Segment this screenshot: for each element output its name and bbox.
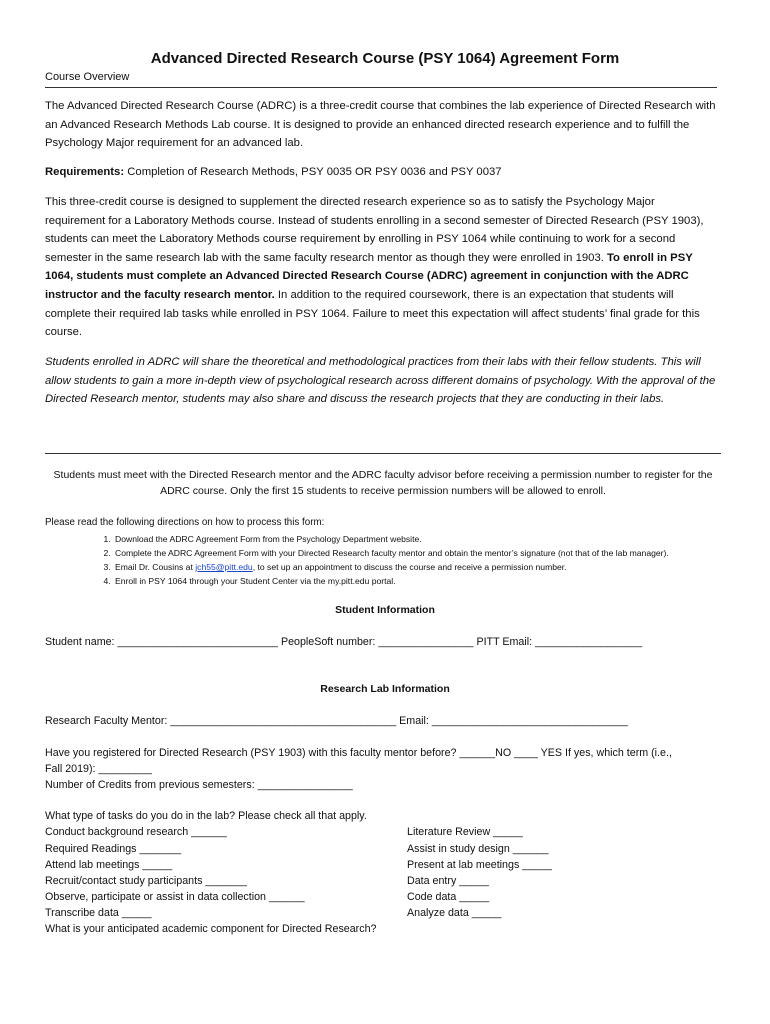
mentor-fields-line[interactable]: Research Faculty Mentor: ______________________________________ Email: _________________________________ bbox=[45, 715, 628, 727]
task-item[interactable]: Assist in study design ______ bbox=[407, 843, 549, 855]
details-text-2: In addition to the required coursework, there is an expectation that students will complete their required lab tasks while enrolled in PSY 1064. Failure to meet this expectation will affect students’ final grade for this course. bbox=[45, 288, 700, 339]
step-text: Email Dr. Cousins at bbox=[115, 562, 196, 572]
course-overview-label: Course Overview bbox=[45, 71, 130, 83]
directions-intro: Please read the following directions on how to process this form: bbox=[45, 517, 325, 528]
email-link[interactable]: jch55@pitt.edu bbox=[195, 562, 253, 572]
details-text-1: This three-credit course is designed to supplement the directed research experience so as to satisfy the Psychology Major requirement for a Laboratory Methods course. Instead of students enrolling in a second semester of Directed Research (PSY 1903), students can meet the Laboratory Methods course requirement by enrolling in PSY 1064 while continuing to work for a second semester in the same research lab with the same faculty research mentor as though they were enrolled in 1903. bbox=[45, 196, 704, 264]
task-item[interactable]: Code data _____ bbox=[407, 891, 490, 903]
italic-paragraph: Students enrolled in ADRC will share the theoretical and methodological practices from their labs with their fellow students. This will allow students to gain a more in-depth view of psychological research across different domains of psychology. With the approval of the Directed Research mentor, students may also share and discuss the research projects that they are conducting in their labs. bbox=[45, 356, 716, 406]
task-item[interactable]: Data entry _____ bbox=[407, 875, 489, 887]
section-divider bbox=[45, 453, 721, 454]
task-item[interactable]: Observe, participate or assist in data collection ______ bbox=[45, 891, 305, 903]
tasks-question: What type of tasks do you do in the lab? Please check all that apply. bbox=[45, 810, 367, 822]
direction-step: 2. Complete the ADRC Agreement Form with your Directed Research faculty mentor and obtain the mentor’s signature (not that of the lab manager). bbox=[113, 546, 770, 560]
requirements-label: Requirements: bbox=[45, 166, 125, 178]
directions-list bbox=[45, 532, 770, 588]
task-item[interactable]: Required Readings _______ bbox=[45, 843, 182, 855]
direction-step: 1. Download the ADRC Agreement Form from the Psychology Department website. bbox=[113, 532, 770, 546]
lab-info-heading: Research Lab Information bbox=[320, 683, 450, 695]
form-title: Advanced Directed Research Course (PSY 1064) Agreement Form bbox=[150, 50, 620, 67]
task-item[interactable]: Literature Review _____ bbox=[407, 826, 523, 838]
enrollment-notice: Students must meet with the Directed Research mentor and the ADRC faculty advisor before receiving a permission number to register for the ADRC course. Only the first 15 students to receive permission numbers will be allowed to enroll. bbox=[53, 469, 713, 497]
direction-step: 4. Enroll in PSY 1064 through your Student Center via the my.pitt.edu portal. bbox=[113, 574, 770, 588]
academic-component-question: What is your anticipated academic component for Directed Research? bbox=[45, 923, 377, 935]
registered-question[interactable]: Have you registered for Directed Research (PSY 1903) with this faculty mentor before? ______NO ____ YES If yes, which term (i.e., bbox=[45, 747, 672, 759]
intro-paragraph: The Advanced Directed Research Course (ADRC) is a three-credit course that combines the lab experience of Directed Research with an Advanced Research Methods Lab course. It is designed to provide an enhanced directed research experience and to fulfill the Psychology Major requirement for an advanced lab. bbox=[45, 100, 716, 150]
task-item[interactable]: Present at lab meetings _____ bbox=[407, 859, 552, 871]
task-item[interactable]: Analyze data _____ bbox=[407, 907, 502, 919]
credits-field[interactable]: Number of Credits from previous semesters: ________________ bbox=[45, 779, 353, 791]
requirements-paragraph bbox=[45, 163, 717, 182]
task-item[interactable]: Conduct background research ______ bbox=[45, 826, 227, 838]
course-overview-row bbox=[45, 71, 717, 88]
requirements-text: Completion of Research Methods, PSY 0035 OR PSY 0036 and PSY 0037 bbox=[124, 166, 502, 178]
registered-term-field[interactable]: Fall 2019): _________ bbox=[45, 763, 152, 775]
task-item[interactable]: Transcribe data _____ bbox=[45, 907, 152, 919]
student-fields-line[interactable]: Student name: ___________________________ PeopleSoft number: ________________ PITT Email: __________________ bbox=[45, 636, 643, 648]
details-paragraph bbox=[45, 193, 717, 342]
task-item[interactable]: Recruit/contact study participants _______ bbox=[45, 875, 247, 887]
agreement-form-page bbox=[45, 0, 725, 1024]
direction-step bbox=[113, 560, 770, 574]
step-text: , to set up an appointment to discuss the course and receive a permission number. bbox=[252, 562, 567, 572]
student-info-heading: Student Information bbox=[335, 604, 435, 616]
task-item[interactable]: Attend lab meetings _____ bbox=[45, 859, 173, 871]
details-bold-text: To enroll in PSY 1064, students must complete an Advanced Directed Research Course (ADRC) agreement in conjunction with the ADRC instructor and the faculty research mentor. bbox=[45, 251, 693, 301]
